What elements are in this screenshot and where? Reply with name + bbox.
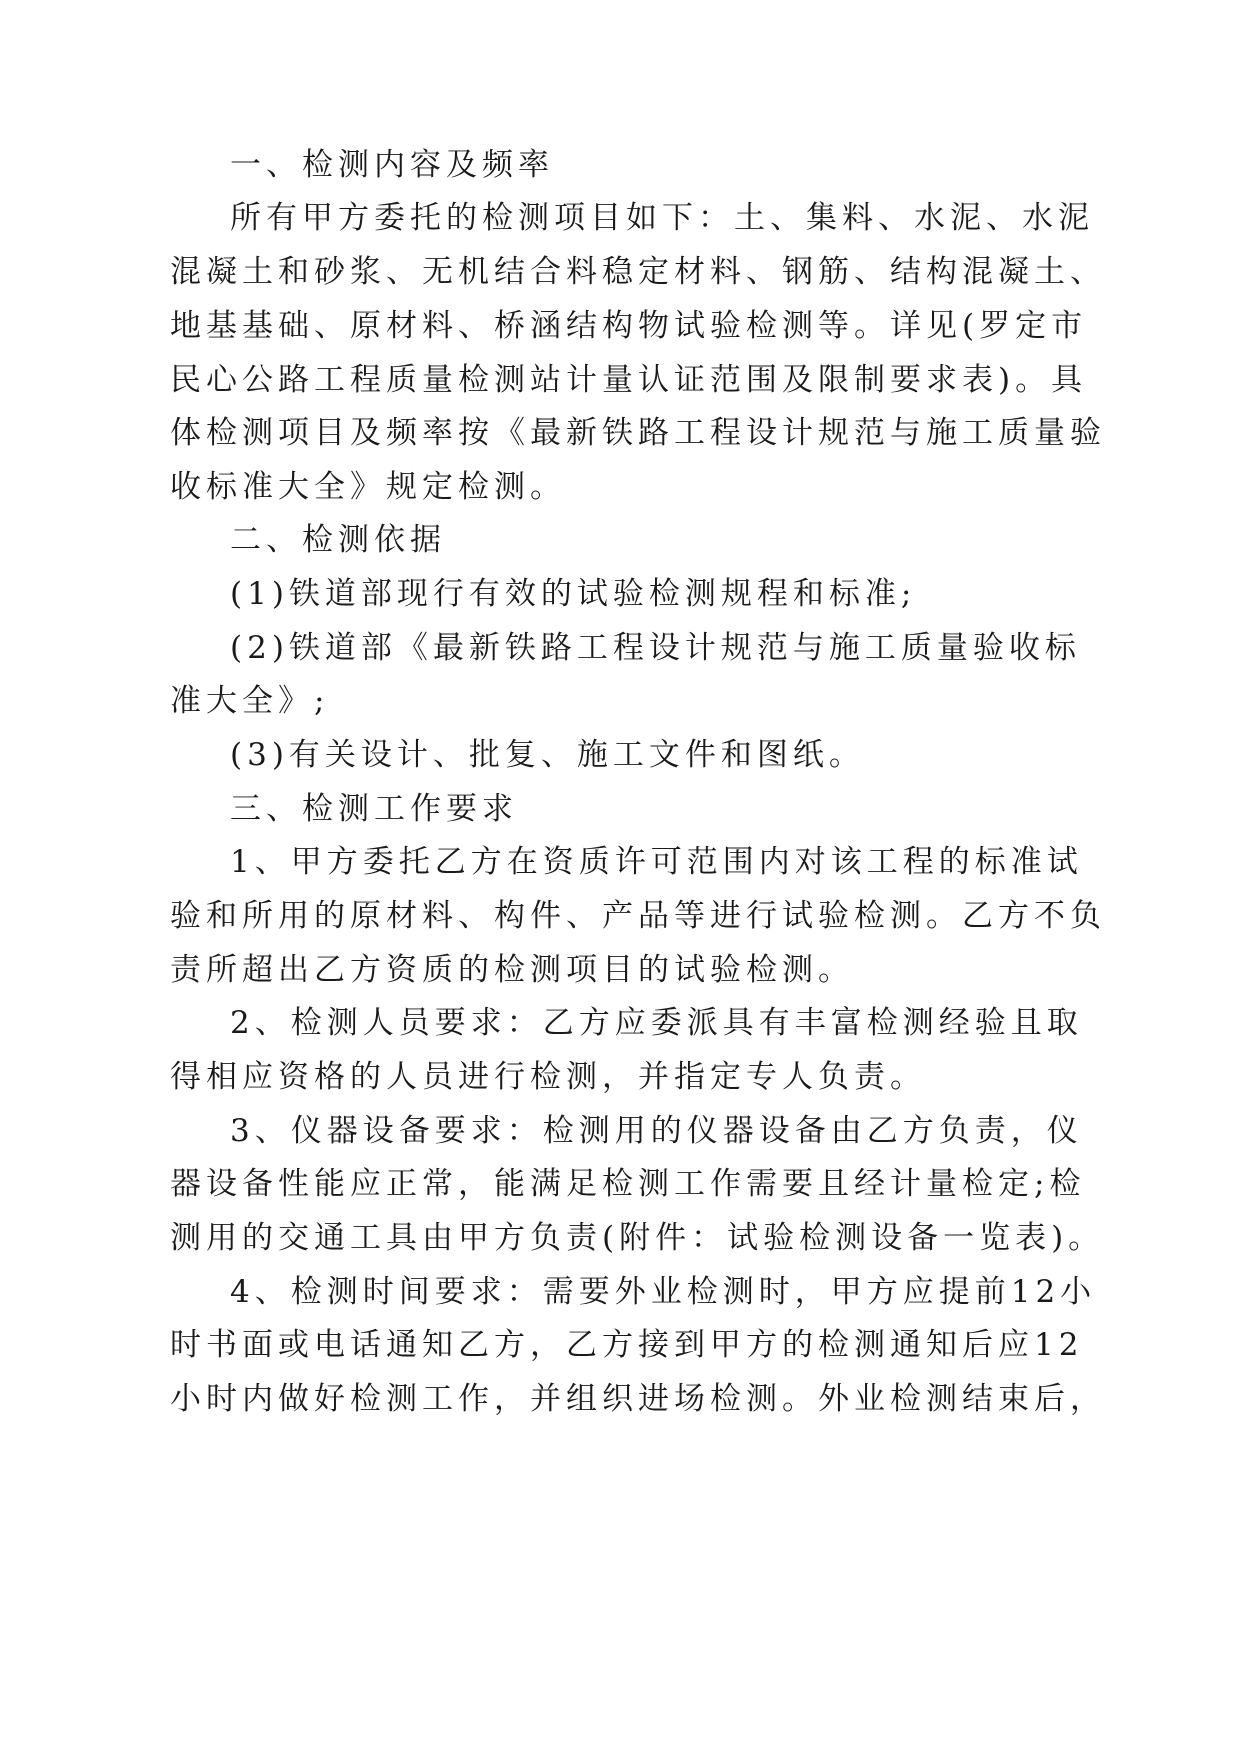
line-text: 准大全》; [170, 683, 330, 719]
line-text: 验和所用的原材料、构件、产品等进行试验检测。乙方不负 [170, 898, 1106, 934]
line-text: 1、甲方委托乙方在资质许可范围内对该工程的标准试 [230, 844, 1083, 880]
line-text: 责所超出乙方资质的检测项目的试验检测。 [170, 952, 854, 988]
line-text: 测用的交通工具由甲方负责(附件：试验检测设备一览表)。 [170, 1220, 1105, 1256]
line-text: 体检测项目及频率按《最新铁路工程设计规范与施工质量验 [170, 415, 1106, 451]
line-text: (1)铁道部现行有效的试验检测规程和标准; [230, 576, 917, 612]
line-text: (3)有关设计、批复、施工文件和图纸。 [230, 737, 865, 773]
line-text: 地基基础、原材料、桥涵结构物试验检测等。详见(罗定市 [170, 308, 1088, 344]
line-text: (2)铁道部《最新铁路工程设计规范与施工质量验收标 [230, 630, 1081, 666]
line-text: 一、检测内容及频率 [230, 147, 554, 183]
line-text: 民心公路工程质量检测站计量认证范围及限制要求表)。具 [170, 362, 1088, 398]
line-text: 得相应资格的人员进行检测，并指定专人负责。 [170, 1059, 926, 1095]
line-text: 三、检测工作要求 [230, 791, 518, 827]
line-text: 混凝土和砂浆、无机结合料稳定材料、钢筋、结构混凝土、 [170, 254, 1106, 290]
line-text: 收标准大全》规定检测。 [170, 469, 566, 505]
line-text: 时书面或电话通知乙方，乙方接到甲方的检测通知后应12 [170, 1327, 1084, 1363]
line-text: 小时内做好检测工作，并组织进场检测。外业检测结束后， [170, 1381, 1106, 1417]
line-text: 二、检测依据 [230, 522, 446, 558]
line-text: 3、仪器设备要求：检测用的仪器设备由乙方负责，仪 [230, 1113, 1083, 1149]
line-text: 器设备性能应正常，能满足检测工作需要且经计量检定;检 [170, 1166, 1086, 1202]
line-text: 所有甲方委托的检测项目如下：土、集料、水泥、水泥 [230, 200, 1094, 236]
line-text: 2、检测人员要求：乙方应委派具有丰富检测经验且取 [230, 1005, 1083, 1041]
line-text: 4、检测时间要求：需要外业检测时，甲方应提前12小 [230, 1274, 1097, 1310]
